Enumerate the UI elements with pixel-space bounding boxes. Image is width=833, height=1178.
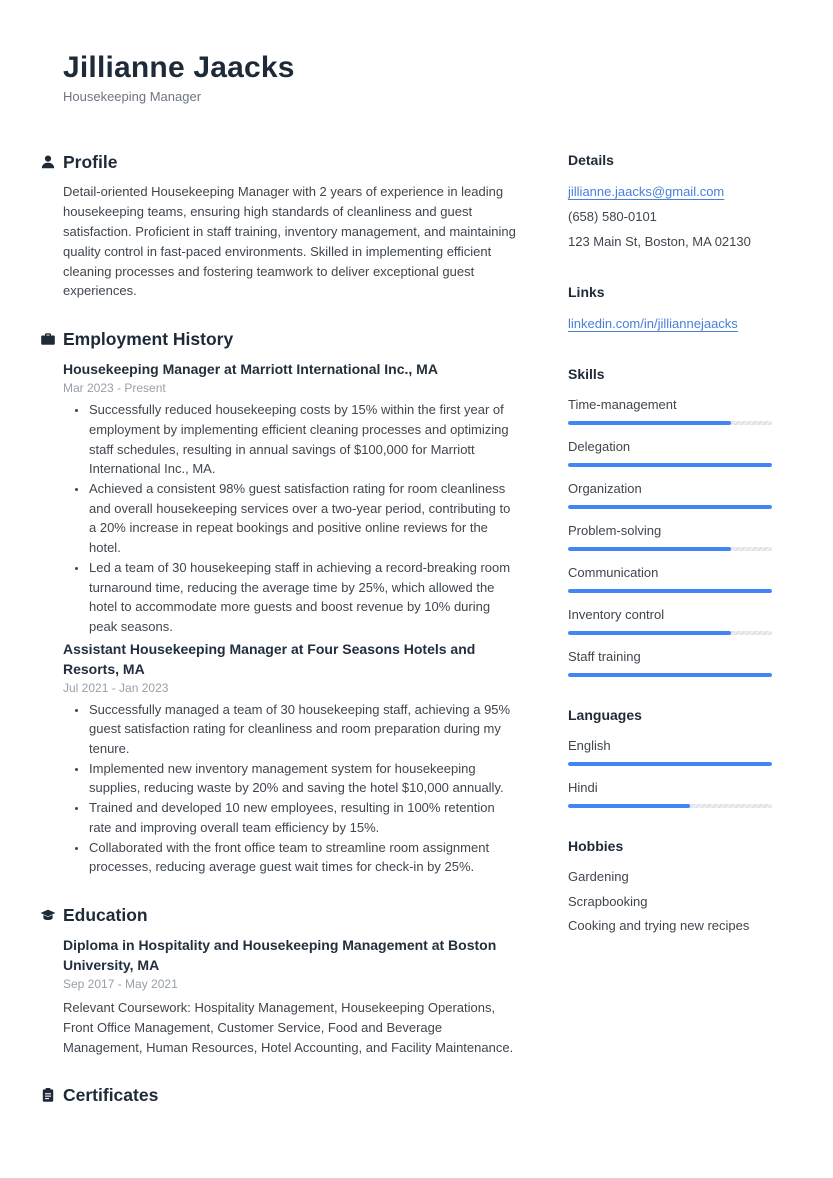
job-dates: Mar 2023 - Present xyxy=(63,381,166,396)
hobby-item: Cooking and trying new recipes xyxy=(568,918,750,934)
main-column xyxy=(40,151,517,1106)
skill-level-bar xyxy=(568,673,772,677)
profile-text: Detail-oriented Housekeeping Manager with 2 years of experience in leading housekeeping teams, ensuring high standards of cleanliness and guest satisfaction. Proficient in staff training, inventory management, and maintaining quality control in fast-paced environments. Skilled in implementing efficient cleaning processes and fostering teamwork to deliver exceptional guest experiences. xyxy=(63,184,516,299)
skill-level-bar xyxy=(568,505,772,509)
education-title: Diploma in Hospitality and Housekeeping Management at Boston University, MA xyxy=(63,936,497,973)
skill-level-bar xyxy=(568,631,772,635)
skill-level-bar xyxy=(568,421,772,425)
briefcase-icon xyxy=(40,331,56,347)
person-icon xyxy=(40,154,56,170)
job-bullet-list xyxy=(63,400,517,636)
language-label: English xyxy=(568,738,611,754)
job-bullet: • Collaborated with the front office team to streamline room assignment processes, reducing average guest wait times for check-in by 25%. xyxy=(88,838,517,877)
sidebar-title: Details xyxy=(568,152,614,169)
skill-label: Time-management xyxy=(568,397,677,413)
skill-level-bar xyxy=(568,547,772,551)
skill-level-fill xyxy=(568,505,772,509)
sidebar-title: Links xyxy=(568,284,605,301)
phone-number: (658) 580-0101 xyxy=(568,209,657,225)
sidebar-section-languages xyxy=(568,706,772,808)
sidebar-section-skills xyxy=(568,365,772,677)
language-level-fill xyxy=(568,804,690,808)
skill-label: Communication xyxy=(568,565,659,581)
section-title: Certificates xyxy=(63,1085,159,1106)
job-title: Housekeeping Manager at Marriott International Inc., MA xyxy=(63,361,438,378)
job-bullet: • Trained and developed 10 new employees, resulting in 100% retention rate and improving overall team efficiency by 15%. xyxy=(88,798,517,837)
job-entry xyxy=(63,639,517,877)
employment-heading xyxy=(40,328,517,350)
sidebar xyxy=(568,151,772,939)
skill-level-fill xyxy=(568,547,731,551)
graduation-cap-icon xyxy=(40,907,56,923)
job-bullet: • Led a team of 30 housekeeping staff in achieving a record-breaking room turnaround time, reducing the average time by 25%, which allowed the hotel to accommodate more guests and boost revenue by 10% during peak seasons. xyxy=(88,558,517,637)
education-entry xyxy=(63,935,517,1057)
job-bullet: • Achieved a consistent 98% guest satisfaction rating for room cleanliness and overall housekeeping services over a two-year period, contributing to a 20% increase in repeat bookings and positive online reviews for the hotel. xyxy=(88,479,517,558)
language-level-fill xyxy=(568,762,772,766)
job-title: Assistant Housekeeping Manager at Four Seasons Hotels and Resorts, MA xyxy=(63,640,476,677)
section-title: Profile xyxy=(63,152,118,173)
language-label: Hindi xyxy=(568,780,598,796)
skill-level-bar xyxy=(568,463,772,467)
sidebar-title: Hobbies xyxy=(568,838,624,855)
section-certificates xyxy=(40,1084,517,1106)
email-link[interactable]: jillianne.jaacks@gmail.com xyxy=(568,184,725,200)
skill-item xyxy=(568,648,772,677)
education-description: Relevant Coursework: Hospitality Management, Housekeeping Operations, Front Office Management, Customer Service, Food and Beverage Management, Human Resources, Hotel Accounting, and Facility Maintenance. xyxy=(63,999,514,1055)
skill-item xyxy=(568,438,772,467)
profile-heading xyxy=(40,151,517,173)
sidebar-title: Skills xyxy=(568,366,605,383)
skill-label: Delegation xyxy=(568,439,631,455)
job-bullet: • Successfully reduced housekeeping costs by 15% within the first year of employment by implementing efficient cleaning processes and optimizing staff schedules, resulting in annual savings of $100,000 for Marriott International Inc., MA. xyxy=(88,400,517,479)
skill-label: Staff training xyxy=(568,649,641,665)
sidebar-section-links xyxy=(568,283,772,336)
skill-label: Inventory control xyxy=(568,607,665,623)
language-level-bar xyxy=(568,762,772,766)
job-entry xyxy=(63,359,517,636)
section-profile xyxy=(40,151,517,301)
skill-label: Problem-solving xyxy=(568,523,662,539)
skill-item xyxy=(568,522,772,551)
certificates-heading xyxy=(40,1084,517,1106)
job-bullet-list xyxy=(63,700,517,877)
hobby-item: Gardening xyxy=(568,869,629,885)
section-employment-history xyxy=(40,328,517,877)
job-bullet: • Successfully managed a team of 30 housekeeping staff, achieving a 95% guest satisfaction rating for cleanliness and room preparation during my tenure. xyxy=(88,700,517,759)
education-heading xyxy=(40,904,517,926)
sidebar-section-details xyxy=(568,151,772,254)
linkedin-link[interactable]: linkedin.com/in/jilliannejaacks xyxy=(568,316,738,332)
skill-level-fill xyxy=(568,589,772,593)
resume-columns xyxy=(0,151,833,1106)
skill-item xyxy=(568,606,772,635)
language-level-bar xyxy=(568,804,772,808)
skill-label: Organization xyxy=(568,481,642,497)
language-item xyxy=(568,737,772,766)
skill-level-fill xyxy=(568,463,772,467)
section-title: Education xyxy=(63,904,148,925)
person-name: Jillianne Jaacks xyxy=(63,51,295,84)
clipboard-icon xyxy=(40,1087,56,1103)
skill-level-fill xyxy=(568,421,731,425)
postal-address: 123 Main St, Boston, MA 02130 xyxy=(568,234,751,250)
skill-level-bar xyxy=(568,589,772,593)
skill-item xyxy=(568,480,772,509)
education-dates: Sep 2017 - May 2021 xyxy=(63,976,178,991)
job-bullet: • Implemented new inventory management system for housekeeping supplies, reducing waste by 20% and saving the hotel $10,000 annually. xyxy=(88,759,517,798)
language-item xyxy=(568,779,772,808)
skill-level-fill xyxy=(568,631,731,635)
section-title: Employment History xyxy=(63,329,234,350)
job-dates: Jul 2021 - Jan 2023 xyxy=(63,680,169,695)
skill-item xyxy=(568,564,772,593)
section-education xyxy=(40,904,517,1057)
sidebar-section-hobbies xyxy=(568,837,772,939)
skill-item xyxy=(568,396,772,425)
resume-header xyxy=(0,0,833,104)
skill-level-fill xyxy=(568,673,772,677)
sidebar-title: Languages xyxy=(568,707,642,724)
hobby-item: Scrapbooking xyxy=(568,893,648,909)
person-role: Housekeeping Manager xyxy=(63,89,202,105)
